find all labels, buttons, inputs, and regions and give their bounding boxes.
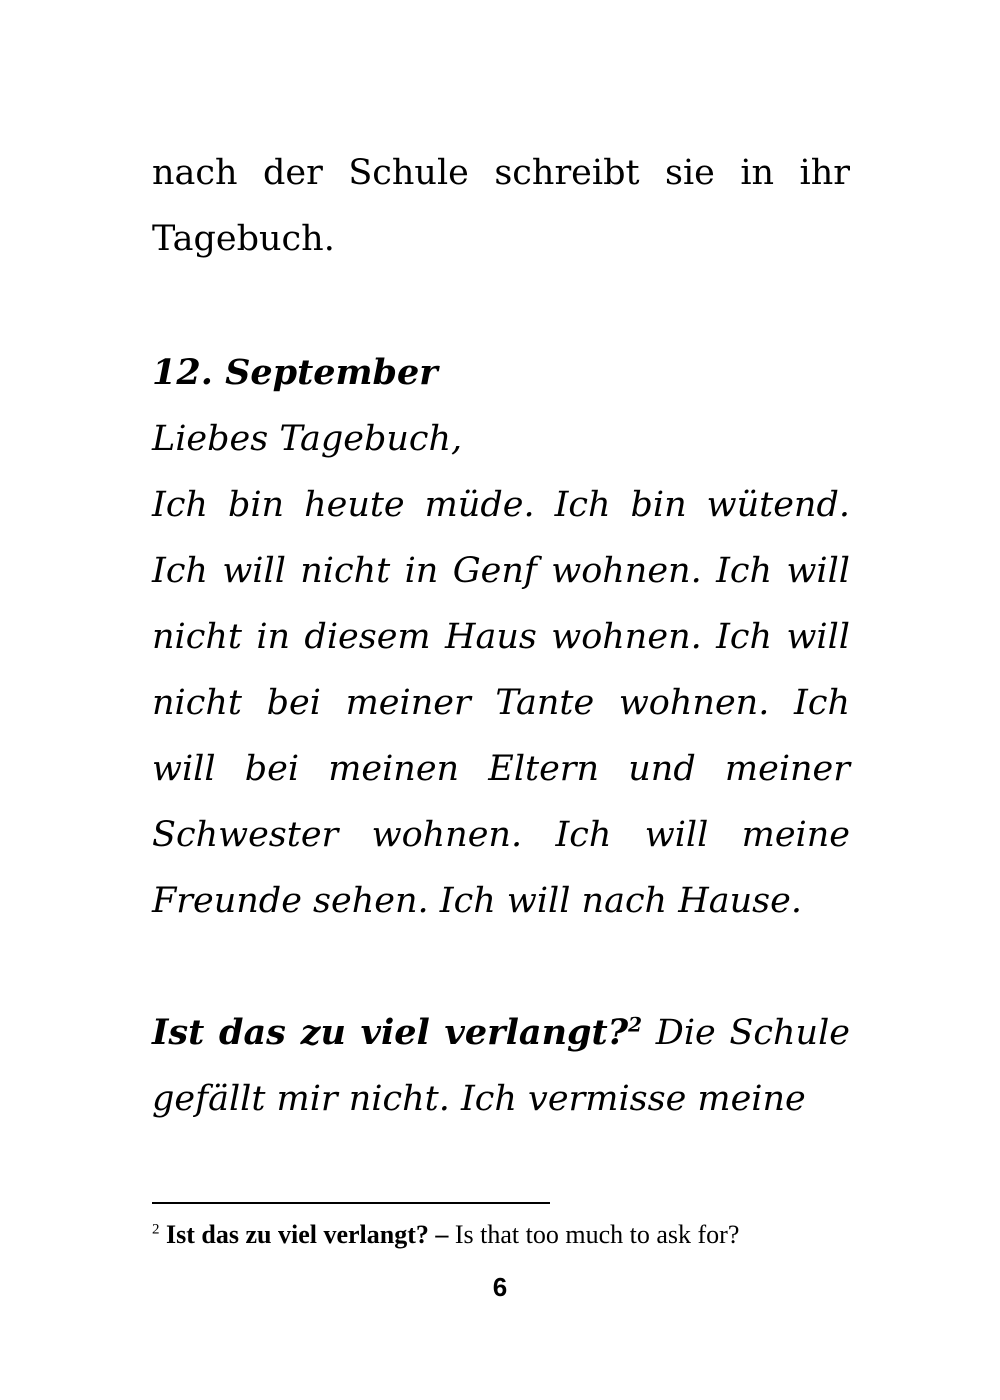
footnote-reference[interactable]: 2: [628, 1012, 643, 1037]
footnote-translation: Is that too much to ask for?: [448, 1220, 740, 1249]
footnote-divider: [152, 1202, 550, 1204]
footnote-term: Ist das zu viel verlangt? –: [166, 1220, 449, 1249]
question-paragraph: [152, 1000, 850, 1132]
diary-greeting: Liebes Tagebuch,: [152, 419, 463, 459]
diary-entry-body: Ich bin heute müde. Ich bin wütend. Ich will nicht in Genf wohnen. Ich will nicht in diesem Haus wohnen. Ich will nicht bei meiner Tante wohnen. Ich will bei meinen Eltern und meiner Schwester wohnen. Ich will meine Freunde sehen. Ich will nach Hause.: [152, 485, 850, 921]
footnote-number: 2: [152, 1221, 160, 1238]
footnote: [152, 1218, 852, 1252]
intro-paragraph: nach der Schule schreibt sie in ihr Tagebuch.: [152, 153, 850, 259]
question-paragraph-continuation: Die Schule gefällt mir nicht. Ich vermisse meine: [152, 1013, 850, 1119]
question-phrase: Ist das zu viel verlangt?: [152, 1012, 629, 1053]
diary-entry-date: 12. September: [152, 352, 438, 393]
page-number: 6: [492, 1272, 508, 1302]
